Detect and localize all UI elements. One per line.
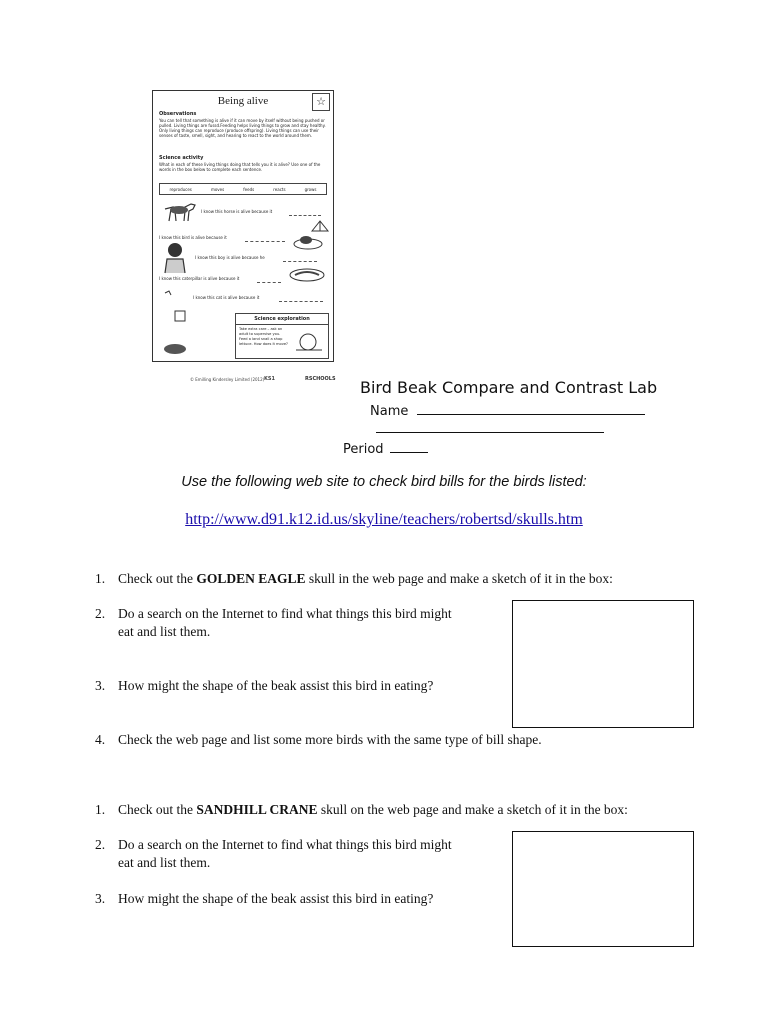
golden-eagle-sketch-box[interactable] — [512, 600, 694, 728]
question-text: How might the shape of the beak assist this bird in eating? — [118, 891, 434, 906]
question-text — [118, 801, 628, 819]
worksheet-thumbnail — [152, 90, 334, 362]
answer-blank — [283, 260, 317, 262]
sentence-boy: I know this boy is alive because he — [195, 255, 265, 260]
sentence-bird: I know this bird is alive because it — [159, 235, 227, 240]
question-number: 2. — [95, 837, 106, 852]
instruction-text: Use the following web site to check bird bills for the birds listed: — [181, 474, 587, 490]
name-label: Name — [370, 404, 409, 419]
star-icon: ☆ — [312, 93, 330, 111]
snail-icon — [294, 330, 324, 354]
word-item: reproduces — [169, 186, 192, 192]
question-text-line-2: eat and list them. — [118, 855, 211, 870]
s1-question-2 — [95, 605, 515, 645]
question-text-line-2: eat and list them. — [118, 624, 211, 639]
bird-name: SANDHILL CRANE — [196, 802, 318, 817]
question-text: How might the shape of the beak assist this bird in eating? — [118, 678, 434, 693]
caterpillar-leaf-icon — [287, 263, 327, 283]
question-text-pre: Check out the — [118, 802, 197, 817]
s2-question-2 — [95, 836, 515, 876]
period-row — [343, 440, 428, 457]
reference-link[interactable]: http://www.d91.k12.id.us/skyline/teachers/robertsd/skulls.htm — [185, 511, 583, 528]
cat-icon — [161, 287, 187, 357]
s1-question-3 — [95, 677, 515, 695]
word-item: feeds — [243, 186, 255, 192]
observations-heading: Observations — [159, 111, 197, 117]
question-number: 1. — [95, 802, 106, 817]
answer-blank — [279, 300, 323, 302]
question-text — [118, 570, 613, 588]
page-title: Bird Beak Compare and Contrast Lab — [360, 378, 658, 397]
observations-text: You can tell that something is alive if it can move by itself without being pushed or pulled. Living things are fussd.Feeding helps living things to grow and stay healthy. Only living things can reproduce (produce offspring). Living things can use their senses of taste, smell, sight, and hearing to react to the world around them. — [159, 118, 326, 138]
s2-question-3 — [95, 890, 515, 908]
science-exploration-box — [235, 313, 329, 359]
boy-icon — [159, 241, 191, 275]
word-box — [159, 183, 327, 195]
bird-nest-icon — [291, 232, 325, 250]
question-number: 1. — [95, 571, 106, 586]
bird-name: GOLDEN EAGLE — [196, 571, 306, 586]
activity-text: What in each of these living things doing that tells you it is alive? Use one of the words in the box below to complete each sentence. — [159, 162, 321, 172]
question-text: Check the web page and list some more birds with the same type of bill shape. — [118, 732, 542, 747]
thumbnail-title: Being alive — [217, 95, 269, 107]
sandhill-crane-sketch-box[interactable] — [512, 831, 694, 947]
question-number: 3. — [95, 891, 106, 906]
thumbnail-logo: RSCHOOLS — [305, 376, 336, 382]
question-number: 4. — [95, 732, 106, 747]
exploration-text: Take extra care – ask an adult to supervise you. Feed a land snail a shop lettuce. How does it move? — [239, 327, 288, 346]
question-text-line-1: Do a search on the Internet to find what things this bird might — [118, 837, 452, 852]
thumbnail-badge: KS1 — [264, 376, 275, 382]
period-label: Period — [343, 442, 384, 457]
word-item: moves — [210, 186, 225, 192]
name-row — [370, 402, 645, 419]
word-item: grows — [304, 186, 317, 192]
thumbnail-credits: © Emilling Kindersley Limited (2012) — [190, 377, 265, 382]
question-text-post: skull on the web page and make a sketch of it in the box: — [317, 802, 628, 817]
answer-blank — [289, 214, 321, 216]
question-text-line-1: Do a search on the Internet to find what things this bird might — [118, 606, 452, 621]
plant-icon — [309, 217, 331, 233]
question-text-post: skull in the web page and make a sketch of it in the box: — [305, 571, 613, 586]
word-item: reacts — [273, 186, 286, 192]
s1-question-4 — [95, 731, 735, 749]
name-field-line-2[interactable] — [376, 432, 604, 433]
question-number: 3. — [95, 678, 106, 693]
sentence-horse: I know this horse is alive because it — [201, 209, 273, 214]
answer-blank — [257, 281, 281, 283]
name-field[interactable] — [417, 402, 645, 415]
activity-heading: Science activity — [159, 155, 204, 161]
exploration-heading: Science exploration — [236, 316, 328, 325]
period-field[interactable] — [390, 440, 428, 453]
answer-blank — [245, 240, 285, 242]
sentence-caterpillar: I know this caterpillar is alive because it — [159, 276, 240, 281]
horse-icon — [161, 199, 201, 223]
sentence-cat: I know this cat is alive because it — [193, 295, 260, 300]
s2-question-1 — [95, 801, 745, 819]
s1-question-1 — [95, 570, 735, 588]
question-number: 2. — [95, 606, 106, 621]
question-text-pre: Check out the — [118, 571, 197, 586]
